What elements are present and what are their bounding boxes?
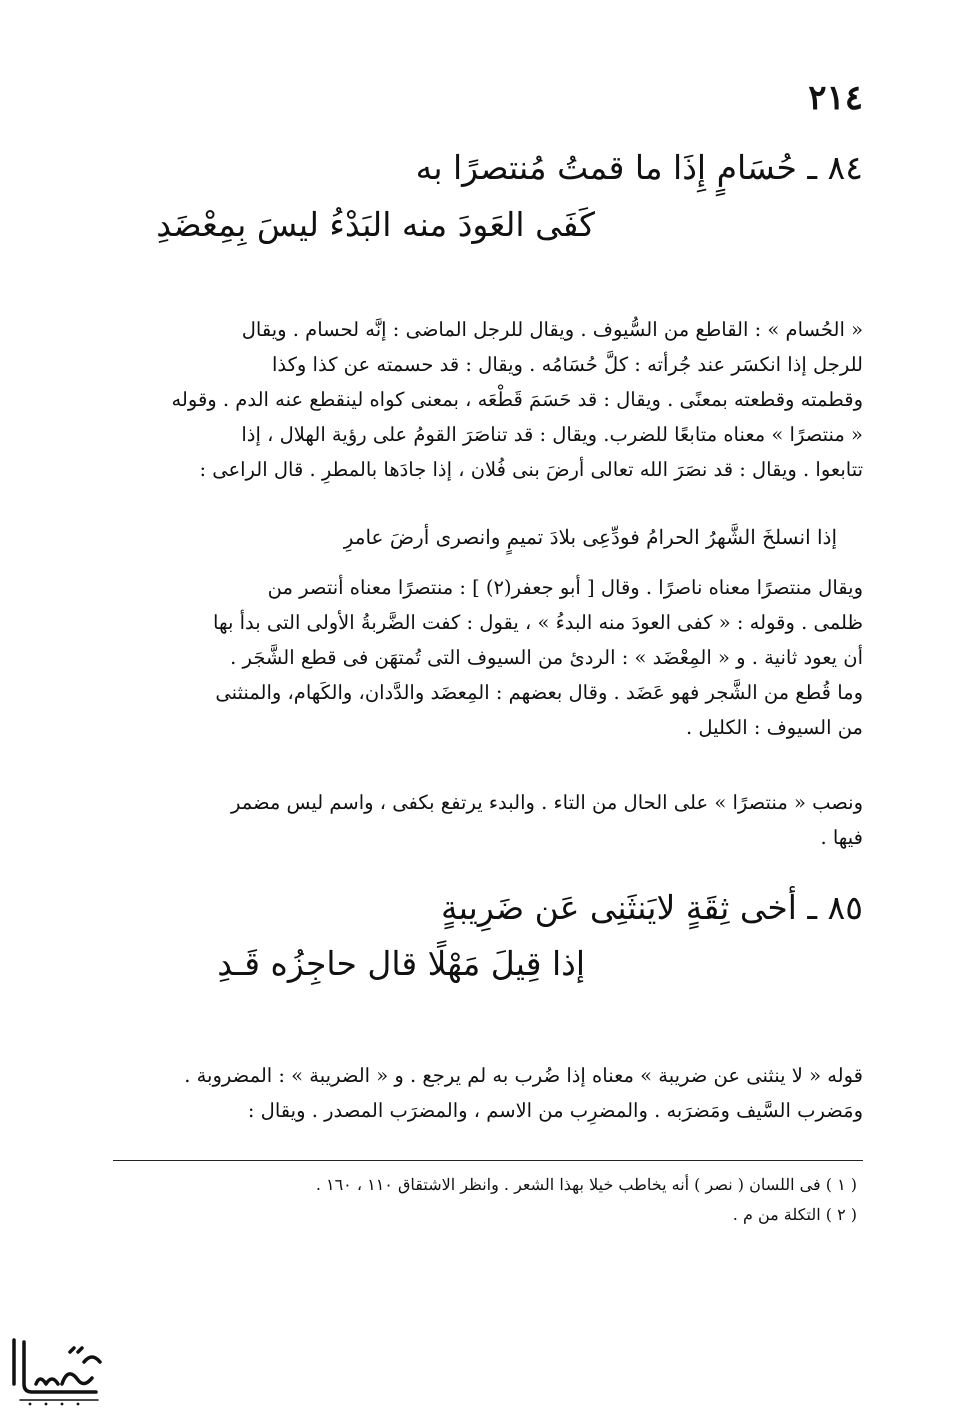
verse-85-second-hemistich: إذا قِيلَ مَهْلًا قال حاجِزُه قَـدِ <box>217 944 585 983</box>
commentary-line: فيها . <box>820 826 863 849</box>
verse-84-second-hemistich: كَفَى العَودَ منه البَدْءُ ليسَ بِمِعْضَدِ <box>156 205 595 244</box>
footnote-divider <box>113 1160 863 1161</box>
quoted-poem-line: إذا انسلخَ الشَّهرُ الحرامُ فودِّعِى بلادَ تميمٍ وانصرى أرضَ عامرِ <box>343 525 837 549</box>
commentary-line: للرجل إذا انكسَر عند جُرأته : كلَّ حُسَامُه . ويقال : قد حسمته عن كذا وكذا <box>272 353 863 376</box>
verse-85-first-hemistich: ٨٥ ـ أخى ثِقَةٍ لايَنثَنِى عَن ضَرِيبةٍ <box>441 888 863 927</box>
commentary-84-continued <box>113 570 863 745</box>
commentary-line: تتابعوا . ويقال : قد نصَرَ الله تعالى أرضَ بنى فُلان ، إذا جادَها بالمطرِ . قال الراعى : <box>199 458 863 481</box>
commentary-line: ويقال منتصرًا معناه ناصرًا . وقال [ أبو جعفر(٢) ] : منتصرًا معناه أنتصر من <box>267 576 863 599</box>
footnote-2: ( ٢ ) التكلة من م . <box>732 1205 857 1224</box>
commentary-line: ومَضرب السَّيف ومَضرَبه . والمضرِب من الاسم ، والمضرَب المصدر . ويقال : <box>247 1099 863 1122</box>
commentary-line: قوله « لا ينثنى عن ضريبة » معناه إذا ضُرب به لم يرجع . و « الضريبة » : المضروبة . <box>184 1064 863 1087</box>
commentary-line: ظلمى . وقوله : « كفى العودَ منه البدءُ » ، يقول : كفت الضَّربةُ الأولى التى بدأ بها <box>213 611 863 634</box>
commentary-line: أن يعود ثانية . و « المِعْضَد » : الردئ من السيوف التى تُمتهَن فى قطع الشَّجَر . <box>230 646 863 669</box>
commentary-line: من السيوف : الكليل . <box>685 716 863 739</box>
verse-84-first-hemistich: ٨٤ ـ حُسَامٍ إِذَا ما قمتُ مُنتصرًا به <box>415 148 863 187</box>
commentary-84-grammar <box>113 785 863 855</box>
commentary-85 <box>113 1058 863 1128</box>
commentary-line: « منتصرًا » معناه متابعًا للضرب. ويقال : قد تناصَرَ القومُ على رؤية الهلال ، إذا <box>241 423 863 446</box>
commentary-line: ونصب « منتصرًا » على الحال من التاء . والبدء يرتفع بكفى ، واسم ليس مضمر <box>230 791 863 814</box>
page-number: ٢١٤ <box>808 78 863 118</box>
commentary-line: وقطمته وقطعته بمعنًى . ويقال : قد حَسَمَ قَطْعَه ، بمعنى كواه لينقطع عنه الدم . وقوله <box>171 388 863 411</box>
footnotes <box>316 1170 857 1230</box>
commentary-line: وما قُطع من الشَّجر فهو عَضَد . وقال بعضهم : المِعضَد والدَّدان، والكَهام، والمنثنى <box>215 681 863 704</box>
calligraphic-seal-logo <box>0 1322 110 1412</box>
commentary-line: « الحُسام » : القاطع من السُّيوف . ويقال للرجل الماضى : إنَّه لحسام . ويقال <box>241 318 863 341</box>
footnote-1: ( ١ ) فى اللسان ( نصر ) أنه يخاطب خيلا بهذا الشعر . وانظر الاشتقاق ١١٠ ، ١٦٠ . <box>315 1175 857 1194</box>
commentary-84 <box>113 312 863 487</box>
